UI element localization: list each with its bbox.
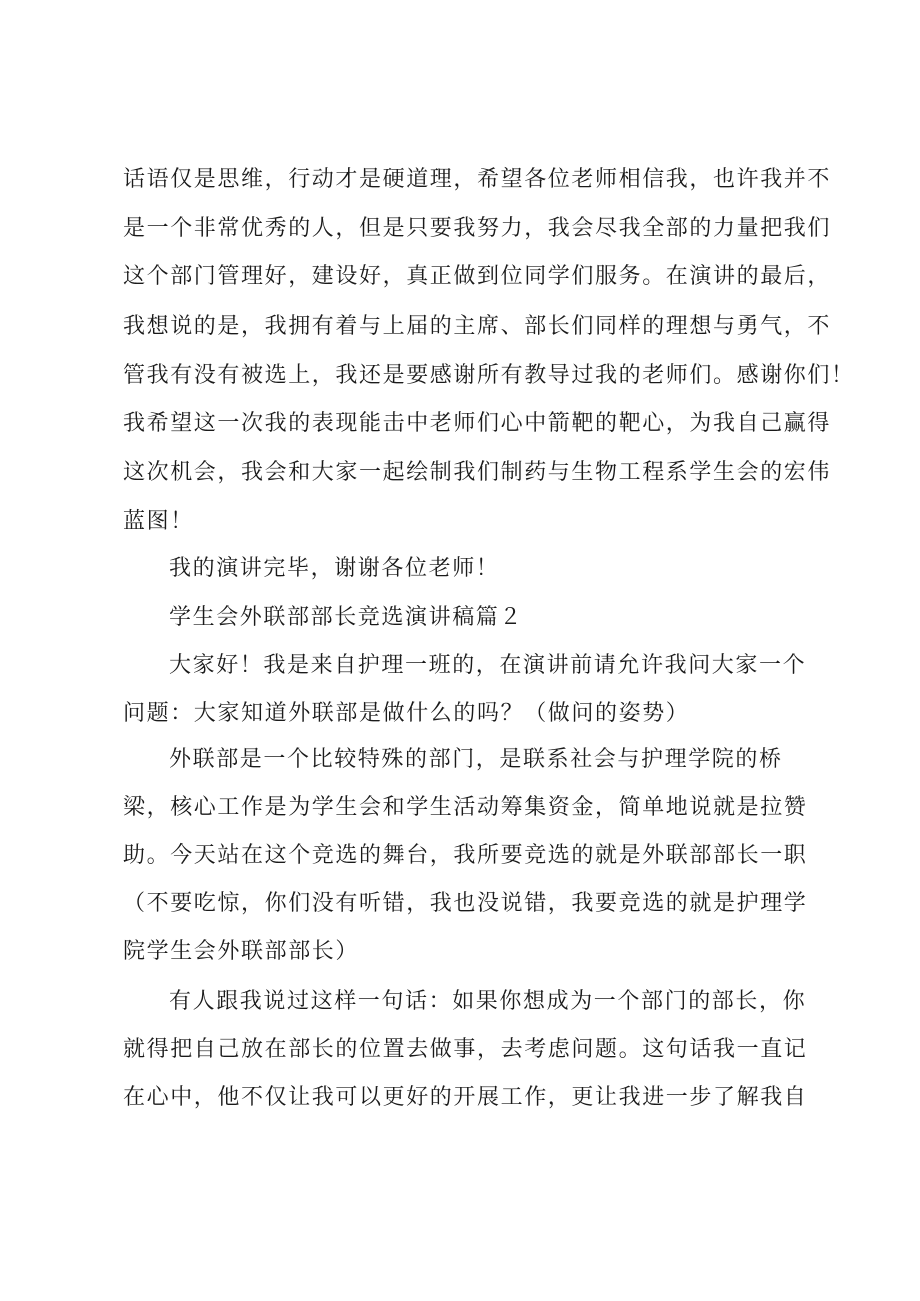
text-line: （不要吃惊，你们没有听错，我也没说错，我要竞选的就是护理学	[123, 891, 808, 916]
text-line: 话语仅是思维，行动才是硬道理，希望各位老师相信我，也许我并不	[123, 167, 832, 192]
text-line: 问题：大家知道外联部是做什么的吗？（做问的姿势）	[123, 701, 690, 726]
text-line: 外联部是一个比较特殊的部门，是联系社会与护理学院的桥	[169, 747, 783, 772]
text-line: 大家好！我是来自护理一班的，在演讲前请允许我问大家一个	[169, 653, 807, 678]
text-line: 梁，核心工作是为学生会和学生活动筹集资金，简单地说就是拉赞	[123, 795, 808, 820]
text-line: 在心中，他不仅让我可以更好的开展工作，更让我进一步了解我自	[123, 1085, 808, 1110]
text-line: 这个部门管理好，建设好，真正做到位同学们服务。在演讲的最后，	[123, 264, 832, 289]
text-line: 管我有没有被选上，我还是要感谢所有教导过我的老师们。感谢你们！	[123, 363, 855, 388]
text-line: 院学生会外联部部长）	[123, 939, 360, 964]
closing-line: 我的演讲完毕，谢谢各位老师！	[169, 556, 500, 581]
text-line: 是一个非常优秀的人，但是只要我努力，我会尽我全部的力量把我们	[123, 216, 832, 241]
text-line: 助。今天站在这个竞选的舞台，我所要竞选的就是外联部部长一职	[123, 843, 808, 868]
text-line: 我想说的是，我拥有着与上届的主席、部长们同样的理想与勇气，不	[123, 314, 832, 339]
text-line: 这次机会，我会和大家一起绘制我们制药与生物工程系学生会的宏伟	[123, 460, 832, 485]
section-heading: 学生会外联部部长竞选演讲稿篇２	[169, 605, 524, 630]
text-line: 蓝图！	[123, 509, 194, 534]
text-line: 就得把自己放在部长的位置去做事，去考虑问题。这句话我一直记	[123, 1037, 808, 1062]
text-line: 有人跟我说过这样一句话：如果你想成为一个部门的部长，你	[169, 989, 807, 1014]
text-line: 我希望这一次我的表现能击中老师们心中箭靶的靶心，为我自己赢得	[123, 411, 832, 436]
